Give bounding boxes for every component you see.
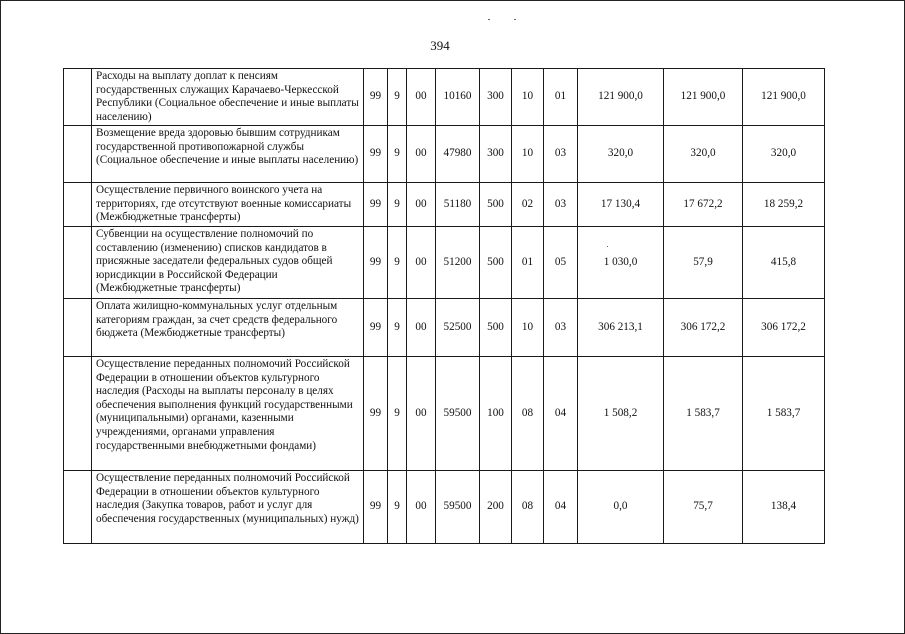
subsection-code: 03 xyxy=(544,126,578,183)
program-code: 99 xyxy=(364,227,388,299)
section-code: 10 xyxy=(512,126,544,183)
table-row xyxy=(64,227,825,299)
table-row xyxy=(64,299,825,357)
direction-code: 59500 xyxy=(436,357,480,471)
subprogram-code: 9 xyxy=(388,227,407,299)
amount-3: 306 172,2 xyxy=(743,299,825,357)
program-code: 99 xyxy=(364,183,388,227)
program-code: 99 xyxy=(364,357,388,471)
row-marker-cell xyxy=(64,299,92,357)
amount-3: 121 900,0 xyxy=(743,69,825,126)
amount-3: 320,0 xyxy=(743,126,825,183)
direction-code: 59500 xyxy=(436,471,480,544)
group-code: 00 xyxy=(407,357,436,471)
direction-code: 47980 xyxy=(436,126,480,183)
row-marker-cell xyxy=(64,357,92,471)
section-code: 02 xyxy=(512,183,544,227)
amount-1: 121 900,0 xyxy=(578,69,664,126)
subsection-code: 03 xyxy=(544,183,578,227)
subprogram-code: 9 xyxy=(388,357,407,471)
expense-type-code: 500 xyxy=(480,299,512,357)
direction-code: 51200 xyxy=(436,227,480,299)
direction-code: 51180 xyxy=(436,183,480,227)
row-marker-cell xyxy=(64,227,92,299)
expense-name: Возмещение вреда здоровью бывшим сотрудникам государственной противопожарной службы (Социальное обеспечение и иные выплаты населению) xyxy=(92,126,364,183)
group-code: 00 xyxy=(407,227,436,299)
expense-type-code: 200 xyxy=(480,471,512,544)
table-row xyxy=(64,471,825,544)
subprogram-code: 9 xyxy=(388,69,407,126)
group-code: 00 xyxy=(407,299,436,357)
row-marker-cell xyxy=(64,183,92,227)
subprogram-code: 9 xyxy=(388,183,407,227)
group-code: 00 xyxy=(407,183,436,227)
amount-2: 1 583,7 xyxy=(664,357,743,471)
expense-type-code: 500 xyxy=(480,183,512,227)
expense-type-code: 100 xyxy=(480,357,512,471)
expense-name: Осуществление первичного воинского учета на территориях, где отсутствуют военные комиссариаты (Межбюджетные трансферты) xyxy=(92,183,364,227)
amount-2: 57,9 xyxy=(664,227,743,299)
group-code: 00 xyxy=(407,69,436,126)
table-row xyxy=(64,69,825,126)
expense-name: Субвенции на осуществление полномочий по составлению (изменению) списков кандидатов в присяжные заседатели федеральных судов общей юрисдикции в Российской Федерации (Межбюджетные трансферты) xyxy=(92,227,364,299)
subprogram-code: 9 xyxy=(388,299,407,357)
section-code: 10 xyxy=(512,69,544,126)
group-code: 00 xyxy=(407,126,436,183)
section-code: 01 xyxy=(512,227,544,299)
section-code: 08 xyxy=(512,357,544,471)
amount-3: 415,8 xyxy=(743,227,825,299)
amount-3: 18 259,2 xyxy=(743,183,825,227)
subsection-code: 04 xyxy=(544,471,578,544)
subsection-code: 03 xyxy=(544,299,578,357)
amount-2: 121 900,0 xyxy=(664,69,743,126)
expense-type-code: 300 xyxy=(480,69,512,126)
direction-code: 10160 xyxy=(436,69,480,126)
subsection-code: 05 xyxy=(544,227,578,299)
amount-2: 306 172,2 xyxy=(664,299,743,357)
program-code: 99 xyxy=(364,69,388,126)
amount-1: 320,0 xyxy=(578,126,664,183)
expense-type-code: 300 xyxy=(480,126,512,183)
expense-name: Осуществление переданных полномочий Российской Федерации в отношении объектов культурного наследия (Закупка товаров, работ и услуг для обеспечения государственных (муниципальных) нужд) xyxy=(92,471,364,544)
program-code: 99 xyxy=(364,471,388,544)
amount-2: 320,0 xyxy=(664,126,743,183)
amount-3: 138,4 xyxy=(743,471,825,544)
expense-name: Оплата жилищно-коммунальных услуг отдельным категориям граждан, за счет средств федерального бюджета (Межбюджетные трансферты) xyxy=(92,299,364,357)
amount-1: 0,0 xyxy=(578,471,664,544)
row-marker-cell xyxy=(64,69,92,126)
scan-speck xyxy=(488,19,490,20)
table-row xyxy=(64,183,825,227)
amount-1: 306 213,1 xyxy=(578,299,664,357)
group-code: 00 xyxy=(407,471,436,544)
row-marker-cell xyxy=(64,126,92,183)
expense-name: Осуществление переданных полномочий Российской Федерации в отношении объектов культурного наследия (Расходы на выплаты персоналу в целях обеспечения выполнения функций государственными (муниципальными) органами, казенными учреждениями, органами управления государственными внебюджетными фондами) xyxy=(92,357,364,471)
amount-3: 1 583,7 xyxy=(743,357,825,471)
expense-name: Расходы на выплату доплат к пенсиям государственных служащих Карачаево-Черкесской Республики (Социальное обеспечение и иные выплаты населению) xyxy=(92,69,364,126)
subsection-code: 01 xyxy=(544,69,578,126)
subprogram-code: 9 xyxy=(388,126,407,183)
table-row xyxy=(64,126,825,183)
amount-1: 1 030,0 xyxy=(578,227,664,299)
subsection-code: 04 xyxy=(544,357,578,471)
amount-1: 1 508,2 xyxy=(578,357,664,471)
expense-type-code: 500 xyxy=(480,227,512,299)
program-code: 99 xyxy=(364,126,388,183)
amount-1: 17 130,4 xyxy=(578,183,664,227)
amount-2: 17 672,2 xyxy=(664,183,743,227)
subprogram-code: 9 xyxy=(388,471,407,544)
direction-code: 52500 xyxy=(436,299,480,357)
section-code: 10 xyxy=(512,299,544,357)
row-marker-cell xyxy=(64,471,92,544)
scan-speck xyxy=(514,19,516,20)
budget-table xyxy=(63,68,825,544)
page-number: 394 xyxy=(430,38,450,53)
amount-2: 75,7 xyxy=(664,471,743,544)
table-row xyxy=(64,357,825,471)
program-code: 99 xyxy=(364,299,388,357)
section-code: 08 xyxy=(512,471,544,544)
